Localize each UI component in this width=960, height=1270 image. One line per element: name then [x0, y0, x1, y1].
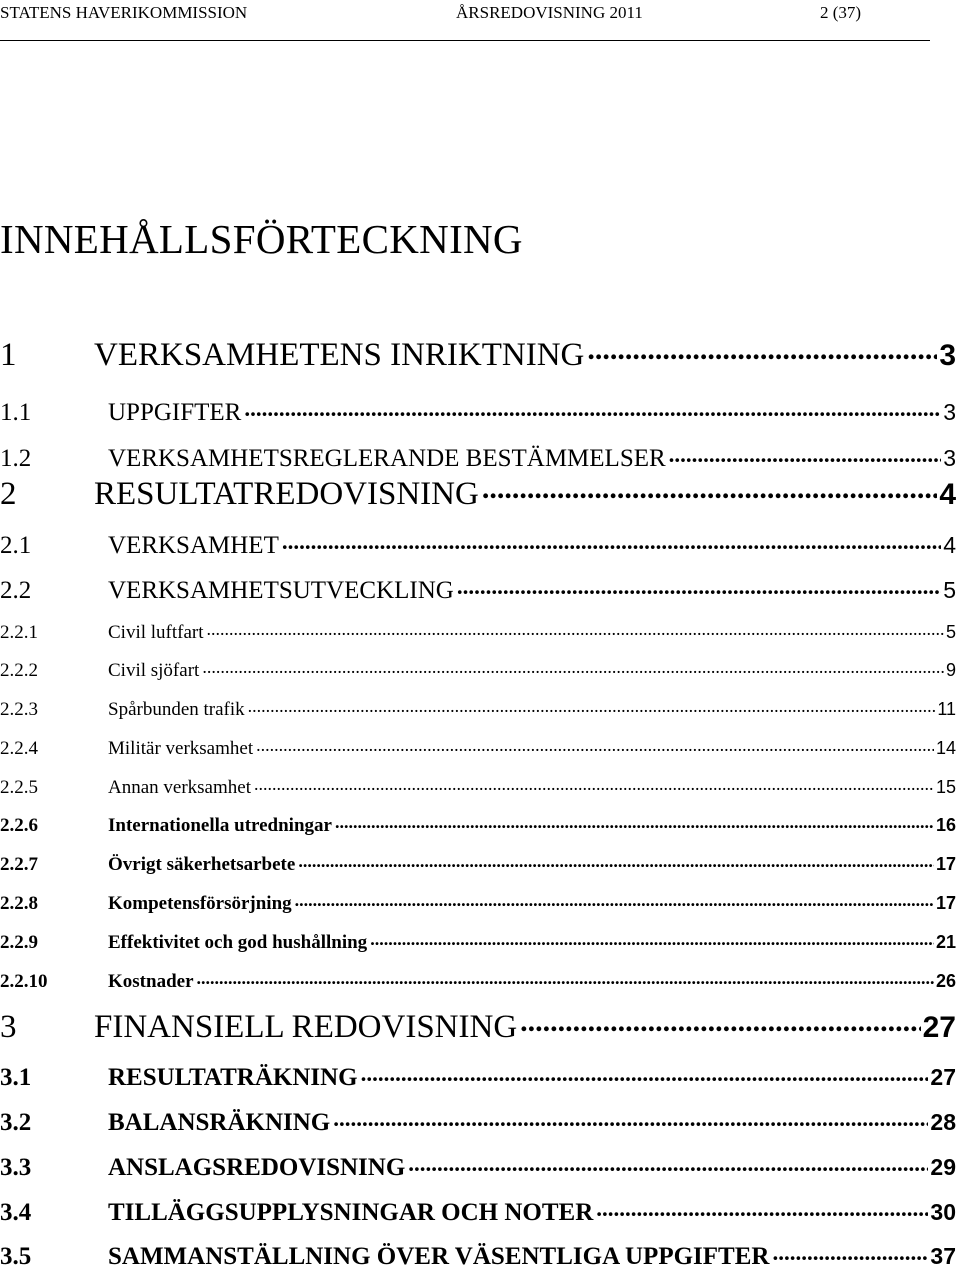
toc-entry[interactable]	[0, 576, 956, 603]
toc-entry[interactable]	[0, 776, 956, 797]
toc-entry-title: Civil luftfart	[108, 622, 204, 643]
toc-entry-page: 37	[930, 1243, 956, 1269]
dot-leader	[335, 816, 934, 831]
toc-entry-title: FINANSIELL REDOVISNING	[94, 1009, 518, 1045]
toc-entry[interactable]	[0, 531, 956, 558]
toc-entry-number: 3.3	[0, 1154, 32, 1181]
toc-entry-page: 5	[945, 622, 956, 642]
page-header	[0, 0, 930, 41]
toc-entry[interactable]	[0, 1063, 956, 1090]
toc-entry-number: 2.1	[0, 532, 32, 559]
toc-entry-page: 3	[943, 445, 956, 471]
toc-entry[interactable]	[0, 698, 956, 719]
toc-entry-number: 2.2.3	[0, 699, 38, 720]
toc-entry-page: 3	[939, 339, 956, 372]
dot-leader	[482, 478, 937, 504]
toc-entry-title: Militär verksamhet	[108, 738, 254, 759]
toc-entry[interactable]	[0, 931, 956, 952]
toc-entry-title: Annan verksamhet	[108, 777, 251, 798]
toc-entry-title: BALANSRÄKNING	[108, 1109, 331, 1136]
toc-entry-page: 28	[930, 1109, 956, 1135]
toc-entry-number: 3.2	[0, 1109, 32, 1136]
toc-entry-number: 2.2.10	[0, 971, 48, 992]
toc-entry-number: 2.2.9	[0, 932, 38, 953]
dot-leader	[457, 578, 941, 598]
toc-entry[interactable]	[0, 478, 956, 511]
toc-entry-title: SAMMANSTÄLLNING ÖVER VÄSENTLIGA UPPGIFTER	[108, 1243, 770, 1270]
header-page-number: 2 (37)	[820, 3, 862, 22]
toc-entry[interactable]	[0, 737, 956, 758]
toc-entry-number: 3	[0, 1009, 17, 1045]
toc-entry-page: 3	[943, 399, 956, 425]
toc-entry-title: Internationella utredningar	[108, 815, 332, 836]
toc-entry-number: 2.2.4	[0, 738, 38, 759]
toc-entry-number: 1.2	[0, 445, 32, 472]
toc-entry-number: 2.2	[0, 577, 32, 604]
toc-entry-number: 2.2.8	[0, 893, 38, 914]
dot-leader	[244, 400, 941, 420]
dot-leader	[408, 1155, 928, 1175]
dot-leader	[333, 1110, 928, 1130]
toc-entry-number: 2.2.5	[0, 777, 38, 798]
dot-leader	[207, 623, 944, 638]
toc-entry-title: ANSLAGSREDOVISNING	[108, 1154, 406, 1181]
toc-entry-title: RESULTATRÄKNING	[108, 1064, 358, 1091]
toc-entry-page: 9	[945, 660, 956, 680]
dot-leader	[254, 778, 934, 793]
toc-entry-number: 3.1	[0, 1064, 32, 1091]
toc-entry-page: 5	[943, 577, 956, 603]
toc-entry-page: 14	[935, 738, 956, 758]
dot-leader	[587, 339, 937, 365]
toc-entry-title: VERKSAMHETSUTVECKLING	[108, 577, 454, 604]
toc-entry-title: UPPGIFTER	[108, 399, 242, 426]
toc-entry-page: 11	[937, 699, 956, 719]
toc-entry-title: RESULTATREDOVISNING	[94, 476, 479, 512]
toc-entry-title: TILLÄGGSUPPLYSNINGAR OCH NOTER	[108, 1199, 594, 1226]
toc-entry[interactable]	[0, 338, 956, 372]
toc-entry-number: 2	[0, 476, 17, 512]
toc-entry-title: Kompetensförsörjning	[108, 893, 292, 914]
dot-leader	[361, 1065, 929, 1085]
toc-entry-number: 3.4	[0, 1199, 32, 1226]
toc-entry-title: VERKSAMHET	[108, 532, 279, 559]
toc-entry-number: 1	[0, 337, 17, 373]
toc-heading: INNEHÅLLSFÖRTECKNING	[0, 216, 523, 262]
toc-entry-page: 29	[930, 1154, 956, 1180]
toc-entry-page: 4	[939, 478, 956, 511]
header-organization: STATENS HAVERIKOMMISSION	[0, 3, 248, 22]
dot-leader	[248, 700, 936, 715]
toc-entry[interactable]	[0, 1153, 956, 1180]
dot-leader	[772, 1244, 928, 1264]
toc-entry-page: 16	[935, 815, 956, 835]
toc-entry[interactable]	[0, 814, 956, 835]
toc-entry-title: Övrigt säkerhetsarbete	[108, 854, 296, 875]
toc-entry[interactable]	[0, 398, 956, 425]
dot-leader	[256, 739, 934, 754]
toc-entry-title: VERKSAMHETSREGLERANDE BESTÄMMELSER	[108, 445, 666, 472]
toc-entry-page: 30	[930, 1199, 956, 1225]
toc-entry[interactable]	[0, 659, 956, 680]
toc-entry-number: 1.1	[0, 399, 32, 426]
toc-entry-page: 17	[935, 893, 956, 913]
dot-leader	[520, 1011, 920, 1037]
toc-entry-title: Civil sjöfart	[108, 660, 200, 681]
toc-entry[interactable]	[0, 1108, 956, 1135]
dot-leader	[197, 972, 934, 987]
dot-leader	[669, 446, 942, 466]
dot-leader	[202, 661, 944, 676]
toc-entry[interactable]	[0, 853, 956, 874]
toc-entry-page: 27	[930, 1064, 956, 1090]
toc-entry-page: 15	[935, 777, 956, 797]
toc-entry-title: Spårbunden trafik	[108, 699, 245, 720]
toc-entry-number: 2.2.6	[0, 815, 38, 836]
toc-entry[interactable]	[0, 892, 956, 913]
toc-entry-number: 3.5	[0, 1243, 32, 1270]
toc-entry-number: 2.2.2	[0, 660, 38, 681]
toc-entry-page: 4	[943, 532, 956, 558]
toc-entry-page: 27	[922, 1011, 956, 1044]
toc-entry-number: 2.2.1	[0, 622, 38, 643]
toc-entry[interactable]	[0, 621, 956, 642]
dot-leader	[282, 533, 941, 553]
dot-leader	[596, 1200, 928, 1220]
toc-entry-page: 26	[935, 971, 956, 991]
toc-entry-title: Effektivitet och god hushållning	[108, 932, 368, 953]
toc-entry[interactable]	[0, 1011, 956, 1044]
toc-entry-title: Kostnader	[108, 971, 194, 992]
dot-leader	[298, 855, 934, 870]
toc-entry-page: 17	[935, 854, 956, 874]
toc-entry[interactable]	[0, 970, 956, 991]
dot-leader	[295, 894, 934, 909]
toc-entry[interactable]	[0, 1242, 956, 1269]
toc-entry-number: 2.2.7	[0, 854, 38, 875]
toc-entry-title: VERKSAMHETENS INRIKTNING	[94, 337, 585, 373]
toc-entry[interactable]	[0, 1198, 956, 1225]
dot-leader	[370, 933, 934, 948]
toc-entry[interactable]	[0, 444, 956, 471]
header-document-title: ÅRSREDOVISNING 2011	[456, 3, 643, 22]
toc-entry-page: 21	[935, 932, 956, 952]
